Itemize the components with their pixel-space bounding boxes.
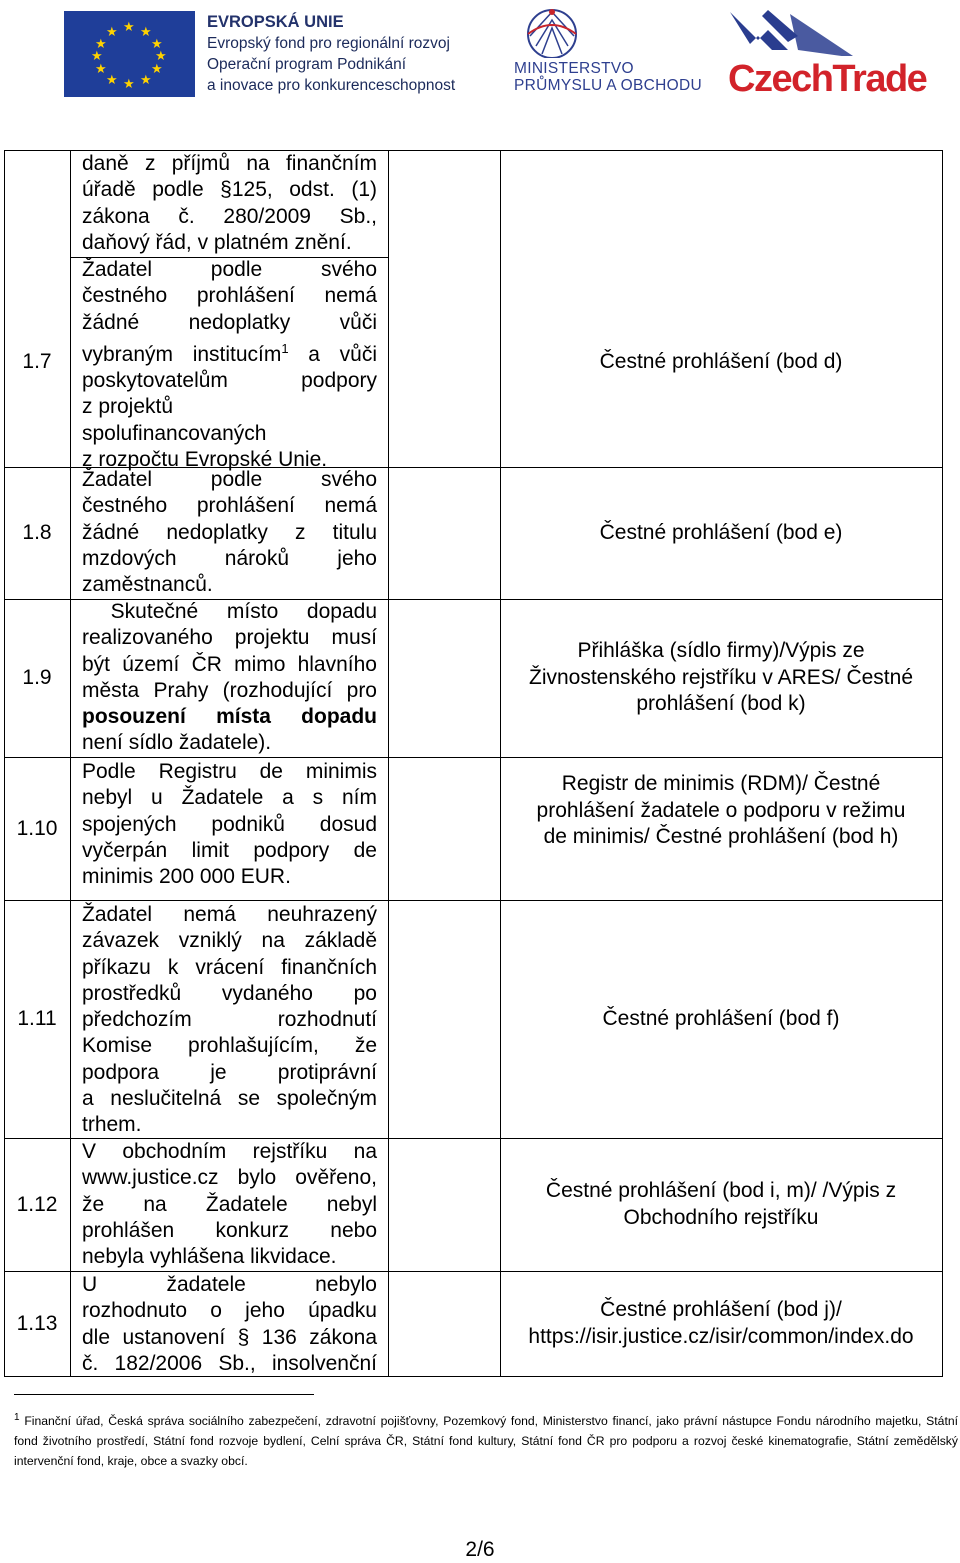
star-icon: ★ [106,24,118,39]
czechtrade-swoosh-icon [728,6,858,56]
eu-program-line: Operační program Podnikání [207,56,407,73]
footnote [14,1408,958,1471]
criterion-text-fragment [82,151,377,256]
table-border-col2 [388,150,389,1377]
criterion-number: 1.10 [16,816,58,840]
text-line [82,336,377,368]
eu-title: EVROPSKÁ UNIE [207,13,344,31]
verification-document [502,467,940,599]
star-icon: ★ [95,36,107,51]
verification-document [502,599,940,757]
footnote-text: Finanční úřad, Česká správa sociálního zabezpečení, zdravotní pojišťovny, Pozemkový fond, Ministerstvo financí, jako právní nástupce Fondu národního majetku, Státní fond životního prostředí, Státní fond rozvoje bydlení, Celní správa ČR, Státní fond kultury, Státní fond ČR pro podporu a rozvoj české kinematografie, Státní zemědělský intervenční fond, kraje, obce a svazky obcí. [14,1414,959,1468]
text-line: U žadatele nebylo [82,1273,377,1296]
footnote-marker: 1 [14,1412,20,1423]
doc-line: Čestné prohlášení (bod j)/ [600,1298,842,1321]
text-line: daně z příjmů na finančním [82,152,377,175]
text-line: zaměstnanců. [82,573,213,597]
page-number: 2/6 [465,1538,495,1561]
ministry-line-1: MINISTERSTVO [514,60,634,77]
text-line: nebyl u Žadatele a s ním [82,786,377,810]
text-line: podpora je protiprávní [82,1060,377,1084]
text-line: prostředků vydaného po [82,981,377,1005]
verification-document [502,1271,940,1376]
criterion-number: 1.8 [22,521,52,544]
doc-line: Obchodního rejstříku [623,1205,819,1229]
criterion-number: 1.7 [22,350,52,373]
doc-line: Čestné prohlášení (bod f) [602,1006,840,1030]
star-icon: ★ [151,36,163,51]
text-line: spolufinancovaných [82,421,267,445]
star-icon: ★ [91,48,103,63]
criterion-number: 1.9 [22,666,52,689]
text-line: V obchodním rejstříku na [82,1140,377,1163]
star-icon: ★ [140,24,152,39]
text-line: posouzení místa dopadu [82,705,377,729]
criterion-text [82,1272,377,1377]
doc-line: prohlášení (bod k) [636,692,806,716]
text-line: Skutečné místo dopadu [82,600,377,623]
text-line: realizovaného projektu musí [82,626,377,650]
criterion-number: 1.12 [16,1192,58,1216]
eu-fund-line: Evropský fond pro regionální rozvoj [207,35,450,52]
text-line: Žadatel nemá neuhrazený [82,903,377,926]
text-line: žádné nedoplatky z titulu [82,520,377,544]
text-line: trhem. [82,1113,142,1137]
text-line: že na Žadatele nebyl [82,1192,377,1216]
text-line: www.justice.cz bylo ověřeno, [82,1166,377,1190]
criterion-number: 1.11 [17,1007,57,1030]
verification-document [502,757,940,865]
text-line: spojených podniků dosud [82,812,377,836]
text-line: být území ČR mimo hlavního [82,652,377,676]
criterion-text [82,759,377,890]
ministry-logo [510,6,702,98]
criterion-text [82,467,377,598]
text-line: poskytovatelům podpory [82,369,377,393]
criterion-text [82,902,377,1139]
criterion-text [82,599,377,757]
criterion-text [82,257,377,473]
text-line: města Prahy (rozhodující pro [82,678,377,702]
text-line: daňový řád, v platném znění. [82,230,352,254]
text-line: Žadatel podle svého [82,468,377,491]
verification-document [502,257,940,467]
text-line: mzdových nároků jeho [82,546,377,570]
ministry-emblem-icon [512,6,592,58]
doc-line: Čestné prohlášení (bod i, m)/ /Výpis z [545,1179,897,1202]
eu-flag-logo [64,11,195,97]
star-icon: ★ [123,76,135,91]
verification-document [502,1138,940,1271]
text-line: dle ustanovení § 136 zákona [82,1325,377,1349]
doc-line: Čestné prohlášení (bod e) [599,520,843,544]
ministry-line-2: PRŮMYSLU A OBCHODU [514,77,702,94]
star-icon: ★ [95,61,107,76]
criterion-text [82,1139,377,1270]
verification-document [502,900,940,1138]
text-line: zákona č. 280/2009 Sb., [82,204,377,228]
text-fragment: vybraným institucím [82,342,282,366]
criterion-number: 1.13 [16,1311,58,1335]
table-border-col1 [70,150,71,1377]
text-line: z projektů [82,395,174,419]
footnote-separator [14,1394,314,1395]
text-line: č. 182/2006 Sb., insolvenční [82,1351,377,1375]
footnote-ref: 1 [281,340,289,356]
text-line: vyčerpán limit podpory de [82,838,377,862]
star-icon: ★ [106,72,118,87]
text-line: Podle Registru de minimis [82,760,377,783]
ministry-text [514,60,702,94]
text-line: předchozím rozhodnutí [82,1008,377,1032]
czechtrade-logo [728,6,927,100]
text-line: minimis 200 000 EUR. [82,865,291,889]
star-icon: ★ [140,72,152,87]
star-icon: ★ [155,48,167,63]
text-line: žádné nedoplatky vůči [82,310,377,334]
czechtrade-wordmark: CzechTrade [728,58,927,100]
text-line: rozhodnuto o jeho úpadku [82,1299,377,1323]
doc-line: https://isir.justice.cz/isir/common/index.do [528,1324,914,1348]
doc-line: Registr de minimis (RDM)/ Čestné [561,772,881,796]
doc-line: prohlášení žadatele o podporu v režimu [536,798,906,822]
text-line: prohlášen konkurz nebo [82,1218,377,1242]
text-line: z rozpočtu Evropské Unie. [82,448,328,472]
eu-program-text [207,12,455,96]
star-icon: ★ [123,19,135,34]
text-line: Žadatel podle svého [82,258,377,281]
table-border-right [942,150,943,1377]
doc-line: Čestné prohlášení (bod d) [599,349,843,373]
text-fragment: a vůči [288,342,377,366]
table-border-col3 [500,150,501,1377]
doc-line: de minimis/ Čestné prohlášení (bod h) [543,825,899,849]
text-line: Komise prohlašujícím, že [82,1034,377,1058]
text-line: nebyla vyhlášena likvidace. [82,1245,337,1269]
doc-line: Živnostenského rejstříku v ARES/ Čestné [529,665,913,689]
text-line: čestného prohlášení nemá [82,494,377,518]
star-icon: ★ [151,61,163,76]
text-line: a neslučitelná se společným [82,1087,377,1111]
text-line: čestného prohlášení nemá [82,284,377,308]
text-line: závazek vzniklý na základě [82,929,377,953]
eu-program-line-2: a inovace pro konkurenceschopnost [207,77,456,94]
text-line: úřadě podle §125, odst. (1) [82,178,377,202]
doc-line: Přihláška (sídlo firmy)/Výpis ze [577,639,865,663]
text-line: není sídlo žadatele). [82,731,272,755]
text-line: příkazu k vrácení finančních [82,955,377,979]
